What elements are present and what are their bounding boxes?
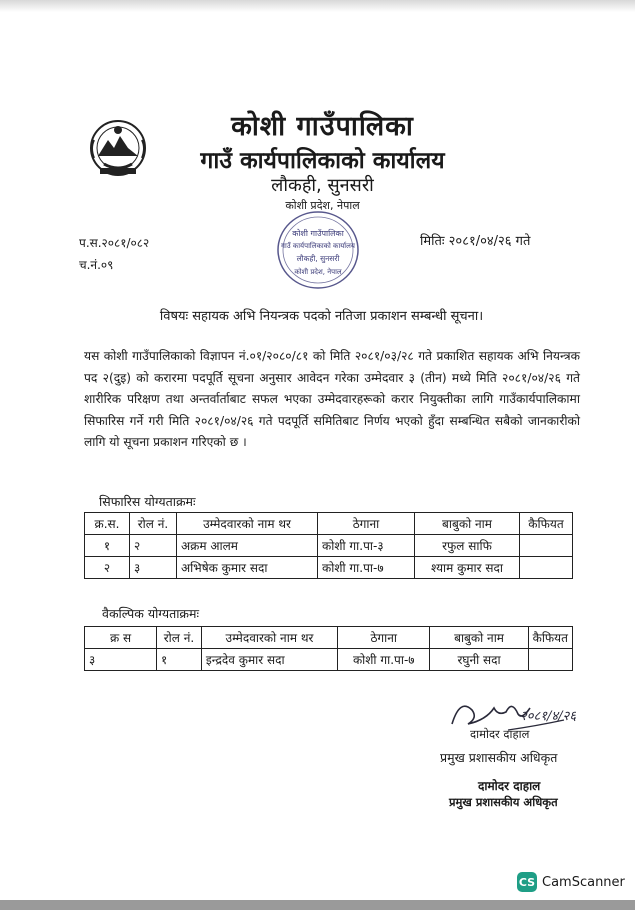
cell-sn: ३ xyxy=(85,649,157,671)
recommended-section-title: सिफारिस योग्यताक्रमः xyxy=(99,494,196,509)
cell-roll: ३ xyxy=(130,557,177,579)
cell-address: कोशी गा.पा-३ xyxy=(318,535,415,557)
col-header-father: बाबुको नाम xyxy=(415,513,520,535)
col-header-sn: क्र.स. xyxy=(85,513,130,535)
cell-father: रफुल साफि xyxy=(415,535,520,557)
alternate-section-title: वैकल्पिक योग्यताक्रमः xyxy=(102,606,200,621)
table-header-row xyxy=(85,513,573,535)
office-stamp xyxy=(272,204,364,296)
cell-roll: १ xyxy=(157,649,202,671)
cell-address: कोशी गा.पा-७ xyxy=(318,557,415,579)
table-row xyxy=(85,535,573,557)
cell-sn: २ xyxy=(85,557,130,579)
office-address: लौकही, सुनसरी xyxy=(271,175,374,196)
dispatch-number: च.नं.०९ xyxy=(79,258,114,272)
reference-number: प.स.२०८१/०८२ xyxy=(79,236,150,250)
table-row xyxy=(85,649,573,671)
name-stamp: दामोदर दाहाल xyxy=(478,779,541,793)
signatory-title: प्रमुख प्रशासकीय अधिकृत xyxy=(440,750,558,765)
col-header-roll: रोल नं. xyxy=(130,513,177,535)
col-header-remarks: कैफियत xyxy=(528,627,572,649)
cell-remarks xyxy=(528,649,572,671)
col-header-address: ठेगाना xyxy=(338,627,430,649)
letter-body: यस कोशी गाउँपालिकाको विज्ञापन नं.०१/२०८०/८१ को मिति २०८१/०३/२८ गते प्रकाशित सहायक अभि नियन्त्रक पद २(दुइ) को करारमा पदपूर्ति सूचना अनुसार आवेदन गरेका उम्मेदवार ३ (तीन) मध्ये मिति २०८१/०४/२६ गते शारीरिक परिक्षण तथा अन्तर्वार्ताबाट सफल भएका उम्मेदवारहरूको करार नियुक्तीका लागि गाउँकार्यपालिकामा सिफारिस गर्ने गरी मिति २०८१/०४/२६ गते पदपूर्ति समितिबाट निर्णय भएको हुँदा सम्बन्धित सबैको जानकारीको लागि यो सूचना प्रकाशन गरिएको छ । xyxy=(84,349,580,449)
col-header-father: बाबुको नाम xyxy=(430,627,528,649)
cell-name: इन्द्रदेव कुमार सदा xyxy=(201,649,337,671)
col-header-name: उम्मेदवारको नाम थर xyxy=(177,513,318,535)
signature-date: २०८१/४/२६ xyxy=(520,709,576,724)
cell-sn: १ xyxy=(85,535,130,557)
recommended-table xyxy=(84,512,573,579)
cell-father: रघुनी सदा xyxy=(430,649,528,671)
scan-top-edge xyxy=(0,0,635,12)
cell-remarks xyxy=(520,557,573,579)
col-header-name: उम्मेदवारको नाम थर xyxy=(201,627,337,649)
signatory-name: दामोदर दाहाल xyxy=(470,727,530,741)
province-name: कोशी प्रदेश, नेपाल xyxy=(285,199,360,212)
letter-date: मितिः २०८१/०४/२६ गते xyxy=(420,234,531,249)
stamp-line-3: लौकही, सुनसरी xyxy=(296,254,340,263)
stamp-line-2: गाउँ कार्यपालिकाको कार्यालय xyxy=(281,242,355,250)
office-name: गाउँ कार्यपालिकाको कार्यालय xyxy=(200,148,445,174)
stamp-line-4: कोशी प्रदेश, नेपाल xyxy=(294,268,342,276)
cell-address: कोशी गा.पा-७ xyxy=(338,649,430,671)
camscanner-watermark xyxy=(517,872,625,892)
cell-roll: २ xyxy=(130,535,177,557)
camscanner-label: CamScanner xyxy=(542,874,625,890)
cell-remarks xyxy=(520,535,573,557)
alternate-table xyxy=(84,626,573,671)
cell-name: अक्रम आलम xyxy=(177,535,318,557)
cell-name: अभिषेक कुमार सदा xyxy=(177,557,318,579)
col-header-roll: रोल नं. xyxy=(157,627,202,649)
col-header-remarks: कैफियत xyxy=(520,513,573,535)
col-header-sn: क्र स xyxy=(85,627,157,649)
col-header-address: ठेगाना xyxy=(318,513,415,535)
stamp-line-1: कोशी गाउँपालिका xyxy=(292,229,344,238)
table-header-row xyxy=(85,627,573,649)
scan-bottom-edge xyxy=(0,900,635,910)
org-name: कोशी गाउँपालिका xyxy=(231,111,414,142)
camscanner-logo-icon: CS xyxy=(517,872,537,892)
title-stamp: प्रमुख प्रशासकीय अधिकृत xyxy=(449,795,558,809)
letter-subject: विषयः सहायक अभि नियन्त्रक पदको नतिजा प्रकाशन सम्बन्धी सूचना। xyxy=(159,309,484,324)
table-row xyxy=(85,557,573,579)
cell-father: श्याम कुमार सदा xyxy=(415,557,520,579)
